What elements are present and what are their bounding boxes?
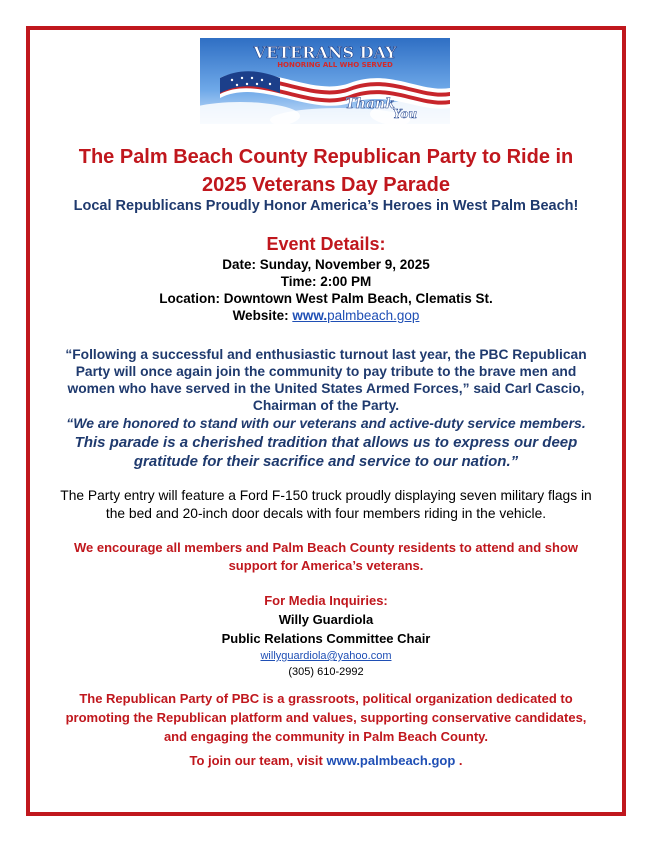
media-inquiries: [30, 591, 622, 680]
encourage-message: [30, 539, 622, 575]
parade-entry-description: [30, 487, 622, 523]
page-title: [30, 143, 622, 199]
website-link[interactable]: [292, 308, 419, 323]
join-invitation: [30, 752, 622, 770]
about-statement: [30, 689, 622, 746]
about-line: The Republican Party of PBC is a grassroots, political organization dedicated to: [79, 691, 573, 706]
media-phone: (305) 610-2992: [288, 666, 364, 678]
website-label: Website:: [232, 308, 293, 323]
media-contact-role: Public Relations Committee Chair: [221, 631, 431, 646]
banner-tagline: HONORING ALL WHO SERVED: [277, 61, 393, 69]
quote-line: “Following a successful and enthusiastic turnout last year, the PBC Republican: [65, 347, 587, 362]
event-time: Time: 2:00 PM: [280, 274, 372, 289]
quote-line: Chairman of the Party.: [252, 398, 400, 413]
join-suffix: .: [455, 753, 463, 768]
event-website: [30, 307, 622, 324]
about-line: promoting the Republican platform and values, supporting conservative candidates,: [65, 710, 587, 725]
media-email-link[interactable]: willyguardiola@yahoo.com: [260, 650, 392, 662]
subtitle: Local Republicans Proudly Honor America’s Heroes in West Palm Beach!: [73, 198, 579, 214]
quote-line: women who have served in the United States Armed Forces,” said Carl Cascio,: [67, 381, 585, 396]
banner-headline: VETERANS DAY: [253, 43, 397, 62]
website-link-rest: palmbeach.gop: [327, 308, 420, 323]
media-contact-name: Willy Guardiola: [278, 612, 374, 627]
media-heading: For Media Inquiries:: [264, 593, 388, 608]
entry-line: The Party entry will feature a Ford F-150 truck proudly displaying seven military flags in: [60, 488, 592, 503]
join-url-link[interactable]: www.palmbeach.gop: [326, 753, 456, 768]
chairman-quote-italic: [30, 414, 622, 471]
title-line-2: 2025 Veterans Day Parade: [202, 174, 450, 196]
event-date: Date: Sunday, November 9, 2025: [222, 257, 430, 272]
about-line: and engaging the community in Palm Beach County.: [163, 729, 489, 744]
quote-italic-line: gratitude for their sacrifice and service to our nation.”: [133, 453, 519, 470]
quote-italic-line: “We are honored to stand with our veterans and active-duty service members.: [66, 415, 586, 431]
event-location: Location: Downtown West Palm Beach, Clematis St.: [159, 291, 493, 306]
chairman-quote: [30, 346, 622, 414]
encourage-line: We encourage all members and Palm Beach County residents to attend and show: [74, 540, 578, 555]
join-prefix: To join our team, visit: [189, 753, 327, 768]
website-link-strong: www.: [292, 308, 328, 323]
banner-thank: Thank: [345, 96, 395, 112]
encourage-line: support for America’s veterans.: [228, 558, 424, 573]
banner-you: You: [392, 107, 418, 121]
event-details-heading: Event Details:: [266, 234, 386, 254]
veterans-day-banner: [200, 38, 450, 124]
title-line-1: The Palm Beach County Republican Party to Ride in: [78, 146, 574, 168]
quote-italic-line: This parade is a cherished tradition that allows us to express our deep: [74, 434, 578, 451]
event-details: [30, 256, 622, 324]
quote-line: Party will once again join the community to pay tribute to the brave men and: [75, 364, 577, 379]
entry-line: the bed and 20-inch door decals with four members riding in the vehicle.: [105, 506, 547, 521]
